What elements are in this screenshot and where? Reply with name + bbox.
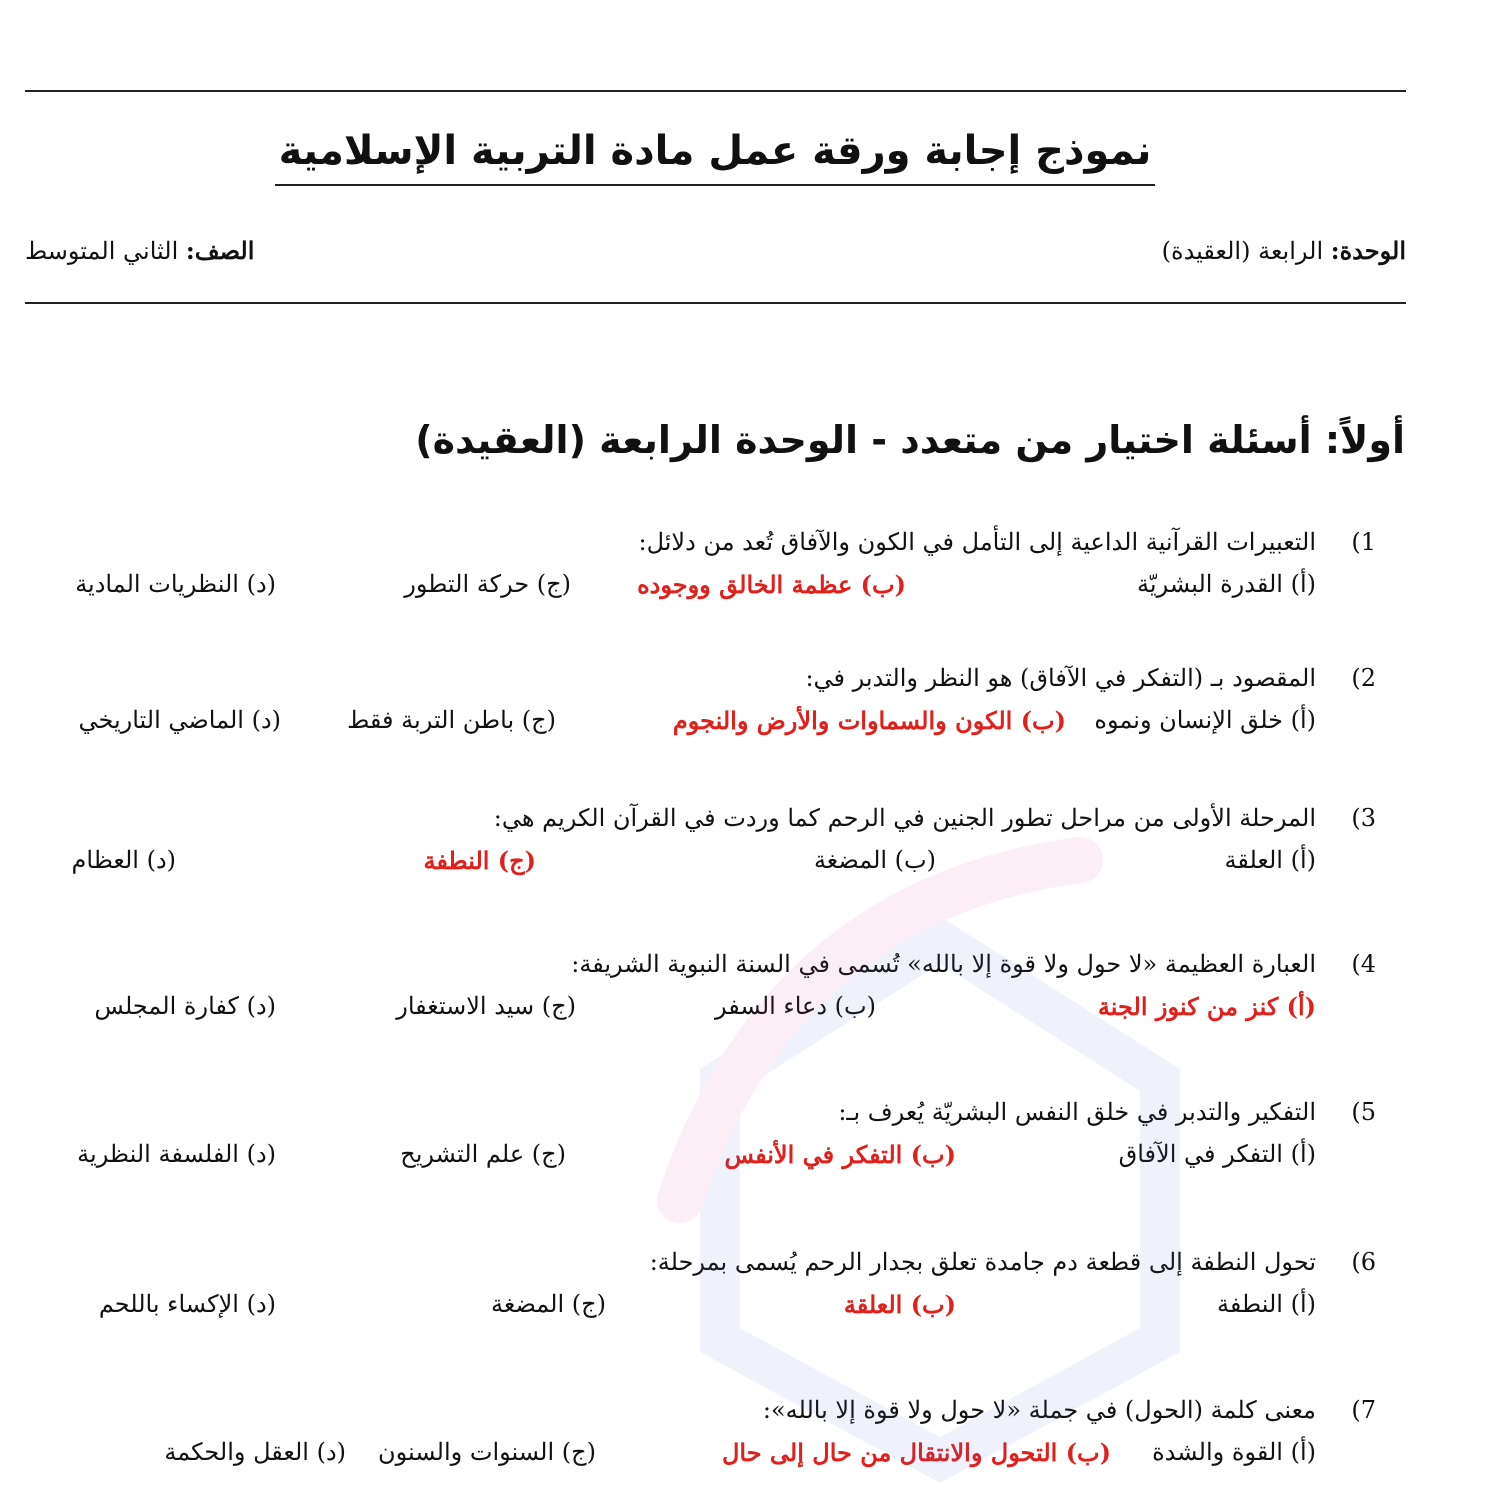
option-c: (ج) السنوات والسنون	[377, 1438, 596, 1466]
option-b: (ب) التفكر في الأنفس	[724, 1140, 956, 1169]
option-a: (أ) النطفة	[1217, 1290, 1316, 1318]
options-row	[25, 846, 1406, 886]
question-line	[25, 1248, 1406, 1290]
option-b: (ب) العلقة	[843, 1290, 956, 1319]
option-a: (أ) كنز من كنوز الجنة	[1097, 992, 1316, 1021]
options-row	[25, 1140, 1406, 1180]
option-d: (د) كفارة المجلس	[94, 992, 276, 1020]
option-b: (ب) التحول والانتقال من حال إلى حال	[721, 1438, 1111, 1467]
option-a: (أ) القدرة البشريّة	[1137, 570, 1316, 598]
unit-value: الرابعة (العقيدة)	[1161, 237, 1324, 265]
question-number: 6)	[1351, 1248, 1376, 1276]
question-number: 3)	[1351, 804, 1376, 832]
option-d: (د) النظريات المادية	[75, 570, 276, 598]
question-4	[25, 950, 1406, 1032]
option-c: (ج) حركة التطور	[404, 570, 571, 598]
question-text: المرحلة الأولى من مراحل تطور الجنين في الرحم كما وردت في القرآن الكريم هي:	[493, 804, 1316, 832]
question-number: 5)	[1351, 1098, 1376, 1126]
title-block	[0, 128, 1430, 186]
option-d: (د) الإكساء باللحم	[98, 1290, 276, 1318]
question-line	[25, 1396, 1406, 1438]
question-text: معنى كلمة (الحول) في جملة «لا حول ولا قوة إلا بالله»:	[762, 1396, 1316, 1424]
question-line	[25, 528, 1406, 570]
question-line	[25, 804, 1406, 846]
option-c: (ج) النطفة	[423, 846, 536, 875]
question-line	[25, 1098, 1406, 1140]
question-line	[25, 664, 1406, 706]
question-1	[25, 528, 1406, 610]
option-d: (د) العظام	[71, 846, 176, 874]
option-a: (أ) القوة والشدة	[1152, 1438, 1316, 1466]
question-number: 2)	[1351, 664, 1376, 692]
question-text: المقصود بـ (التفكر في الآفاق) هو النظر والتدبر في:	[805, 664, 1316, 692]
question-5	[25, 1098, 1406, 1180]
option-b: (ب) الكون والسماوات والأرض والنجوم	[672, 706, 1066, 735]
options-row	[25, 992, 1406, 1032]
option-c: (ج) المضغة	[491, 1290, 606, 1318]
question-2	[25, 664, 1406, 746]
question-number: 1)	[1351, 528, 1376, 556]
option-b: (ب) عظمة الخالق ووجوده	[637, 570, 906, 599]
question-7	[25, 1396, 1406, 1478]
info-rule	[25, 302, 1406, 304]
question-text: تحول النطفة إلى قطعة دم جامدة تعلق بجدار الرحم يُسمى بمرحلة:	[649, 1248, 1316, 1276]
options-row	[25, 570, 1406, 610]
question-number: 4)	[1351, 950, 1376, 978]
option-d: (د) الماضي التاريخي	[78, 706, 281, 734]
question-text: التعبيرات القرآنية الداعية إلى التأمل في الكون والآفاق تُعد من دلائل:	[638, 528, 1316, 556]
option-c: (ج) علم التشريح	[400, 1140, 566, 1168]
question-text: العبارة العظيمة «لا حول ولا قوة إلا بالله» تُسمى في السنة النبوية الشريفة:	[571, 950, 1316, 978]
option-a: (أ) العلقة	[1224, 846, 1316, 874]
document-title: نموذج إجابة ورقة عمل مادة التربية الإسلامية	[275, 128, 1156, 186]
option-b: (ب) دعاء السفر	[715, 992, 876, 1020]
grade-label: الصف:	[185, 236, 255, 265]
options-row	[25, 706, 1406, 746]
section-title: أولاً: أسئلة اختيار من متعدد - الوحدة الرابعة (العقيدة)	[415, 418, 1405, 462]
option-a: (أ) خلق الإنسان ونموه	[1094, 706, 1316, 734]
options-row	[25, 1290, 1406, 1330]
grade-info	[25, 236, 254, 265]
unit-label: الوحدة:	[1330, 236, 1406, 265]
question-3	[25, 804, 1406, 886]
question-line	[25, 950, 1406, 992]
top-rule	[25, 90, 1406, 92]
option-a: (أ) التفكر في الآفاق	[1118, 1140, 1316, 1168]
option-d: (د) الفلسفة النظرية	[77, 1140, 276, 1168]
option-c: (ج) سيد الاستغفار	[396, 992, 576, 1020]
info-row	[25, 236, 1406, 276]
question-text: التفكير والتدبر في خلق النفس البشريّة يُعرف بـ:	[838, 1098, 1316, 1126]
unit-info	[1162, 236, 1406, 265]
question-6	[25, 1248, 1406, 1330]
question-number: 7)	[1351, 1396, 1376, 1424]
grade-value: الثاني المتوسط	[25, 237, 179, 265]
option-c: (ج) باطن التربة فقط	[347, 706, 556, 734]
option-b: (ب) المضغة	[813, 846, 936, 874]
option-d: (د) العقل والحكمة	[164, 1438, 346, 1466]
options-row	[25, 1438, 1406, 1478]
